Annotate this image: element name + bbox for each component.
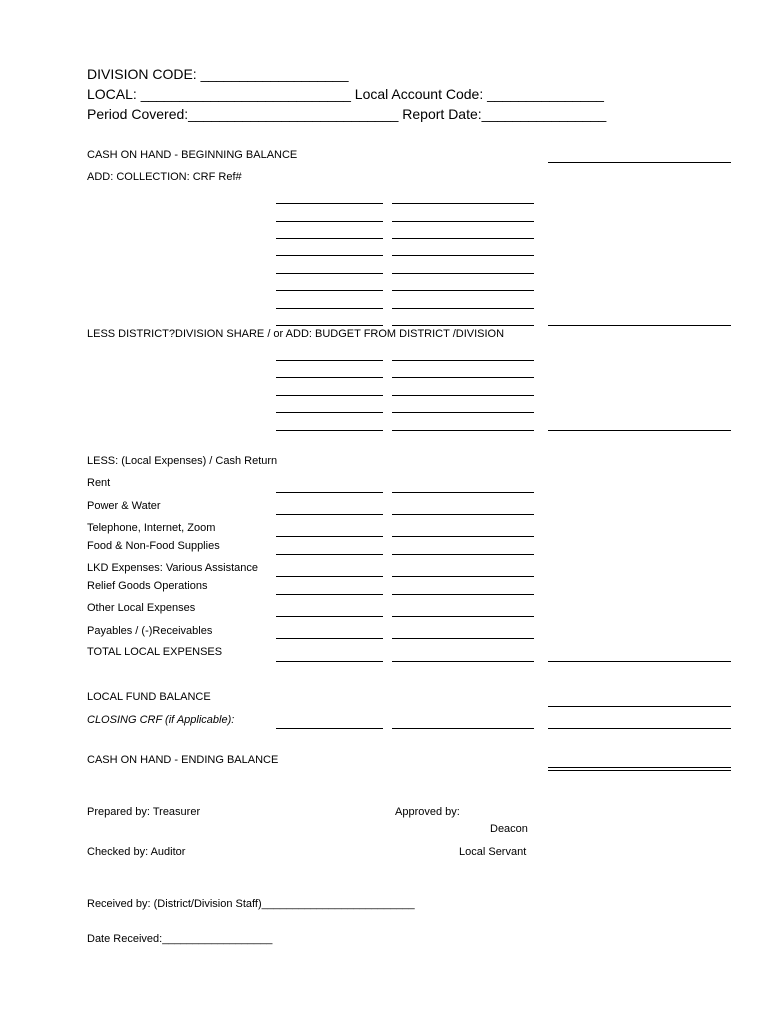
total-expenses-amount-line [392,661,534,662]
local-fund-balance-label: LOCAL FUND BALANCE [87,691,211,703]
collection-ref-line [276,238,383,239]
district-total-line [548,430,731,431]
collection-amount-line [392,221,534,222]
received-by-line: Received by: (District/Division Staff)_________________________ [87,898,415,910]
add-collection-label: ADD: COLLECTION: CRF Ref# [87,171,242,183]
expense-rent-ref-line [276,492,383,493]
collection-ref-line [276,221,383,222]
collection-ref-line [276,325,383,326]
deacon-label: Deacon [490,823,528,835]
expense-food-ref-line [276,554,383,555]
total-expenses-ref-line [276,661,383,662]
expense-rent-label: Rent [87,477,111,489]
approved-by-label: Approved by: [395,806,460,818]
expense-food-amount-line [392,554,534,555]
total-expenses-total-line [548,661,731,662]
district-ref-line [276,412,383,413]
local-fund-balance-line [548,706,731,707]
district-amount-line [392,412,534,413]
collection-ref-line [276,255,383,256]
district-amount-line [392,430,534,431]
total-local-expenses-label: TOTAL LOCAL EXPENSES [87,646,223,658]
collection-amount-line [392,203,534,204]
district-share-label: LESS DISTRICT?DIVISION SHARE / or ADD: BUDGET FROM DISTRICT /DIVISION [87,328,505,340]
collection-ref-line [276,290,383,291]
district-ref-line [276,360,383,361]
prepared-by-label: Prepared by: Treasurer [87,806,201,818]
closing-crf-total-line [548,728,731,729]
collection-ref-line [276,308,383,309]
less-expenses-label: LESS: (Local Expenses) / Cash Return [87,455,278,467]
closing-crf-label: CLOSING CRF (if Applicable): [87,714,235,726]
district-amount-line [392,377,534,378]
expense-relief-label: Relief Goods Operations [87,580,208,592]
district-amount-line [392,395,534,396]
expense-relief-ref-line [276,594,383,595]
expense-payables-ref-line [276,638,383,639]
expense-lkd-ref-line [276,576,383,577]
expense-payables-amount-line [392,638,534,639]
collection-ref-line [276,203,383,204]
expense-payables-label: Payables / (-)Receivables [87,625,213,637]
expense-telephone-amount-line [392,536,534,537]
expense-telephone-label: Telephone, Internet, Zoom [87,522,216,534]
expense-power-water-ref-line [276,514,383,515]
ending-balance-double-line [548,767,731,771]
district-ref-line [276,395,383,396]
expense-rent-amount-line [392,492,534,493]
local-servant-label: Local Servant [459,846,527,858]
local-line: LOCAL: ___________________________ Local Account Code: _______________ [87,86,604,102]
collection-amount-line [392,255,534,256]
closing-crf-amount-line [392,728,534,729]
division-code-line: DIVISION CODE: ___________________ [87,66,349,82]
district-ref-line [276,377,383,378]
beginning-balance-label: CASH ON HAND - BEGINNING BALANCE [87,149,298,161]
district-amount-line [392,360,534,361]
collection-total-line [548,325,731,326]
checked-by-label: Checked by: Auditor [87,846,186,858]
expense-other-amount-line [392,616,534,617]
closing-crf-ref-line [276,728,383,729]
expense-food-label: Food & Non-Food Supplies [87,540,220,552]
collection-amount-line [392,308,534,309]
collection-amount-line [392,273,534,274]
expense-relief-amount-line [392,594,534,595]
expense-lkd-amount-line [392,576,534,577]
collection-ref-line [276,273,383,274]
beginning-balance-line [548,162,731,163]
expense-telephone-ref-line [276,536,383,537]
expense-other-label: Other Local Expenses [87,602,196,614]
collection-amount-line [392,325,534,326]
expense-lkd-label: LKD Expenses: Various Assistance [87,562,258,574]
collection-amount-line [392,290,534,291]
expense-power-water-label: Power & Water [87,500,161,512]
period-line: Period Covered:___________________________ Report Date:________________ [87,106,607,122]
district-ref-line [276,430,383,431]
date-received-line: Date Received:__________________ [87,933,273,945]
expense-power-water-amount-line [392,514,534,515]
collection-amount-line [392,238,534,239]
expense-other-ref-line [276,616,383,617]
ending-balance-label: CASH ON HAND - ENDING BALANCE [87,754,279,766]
